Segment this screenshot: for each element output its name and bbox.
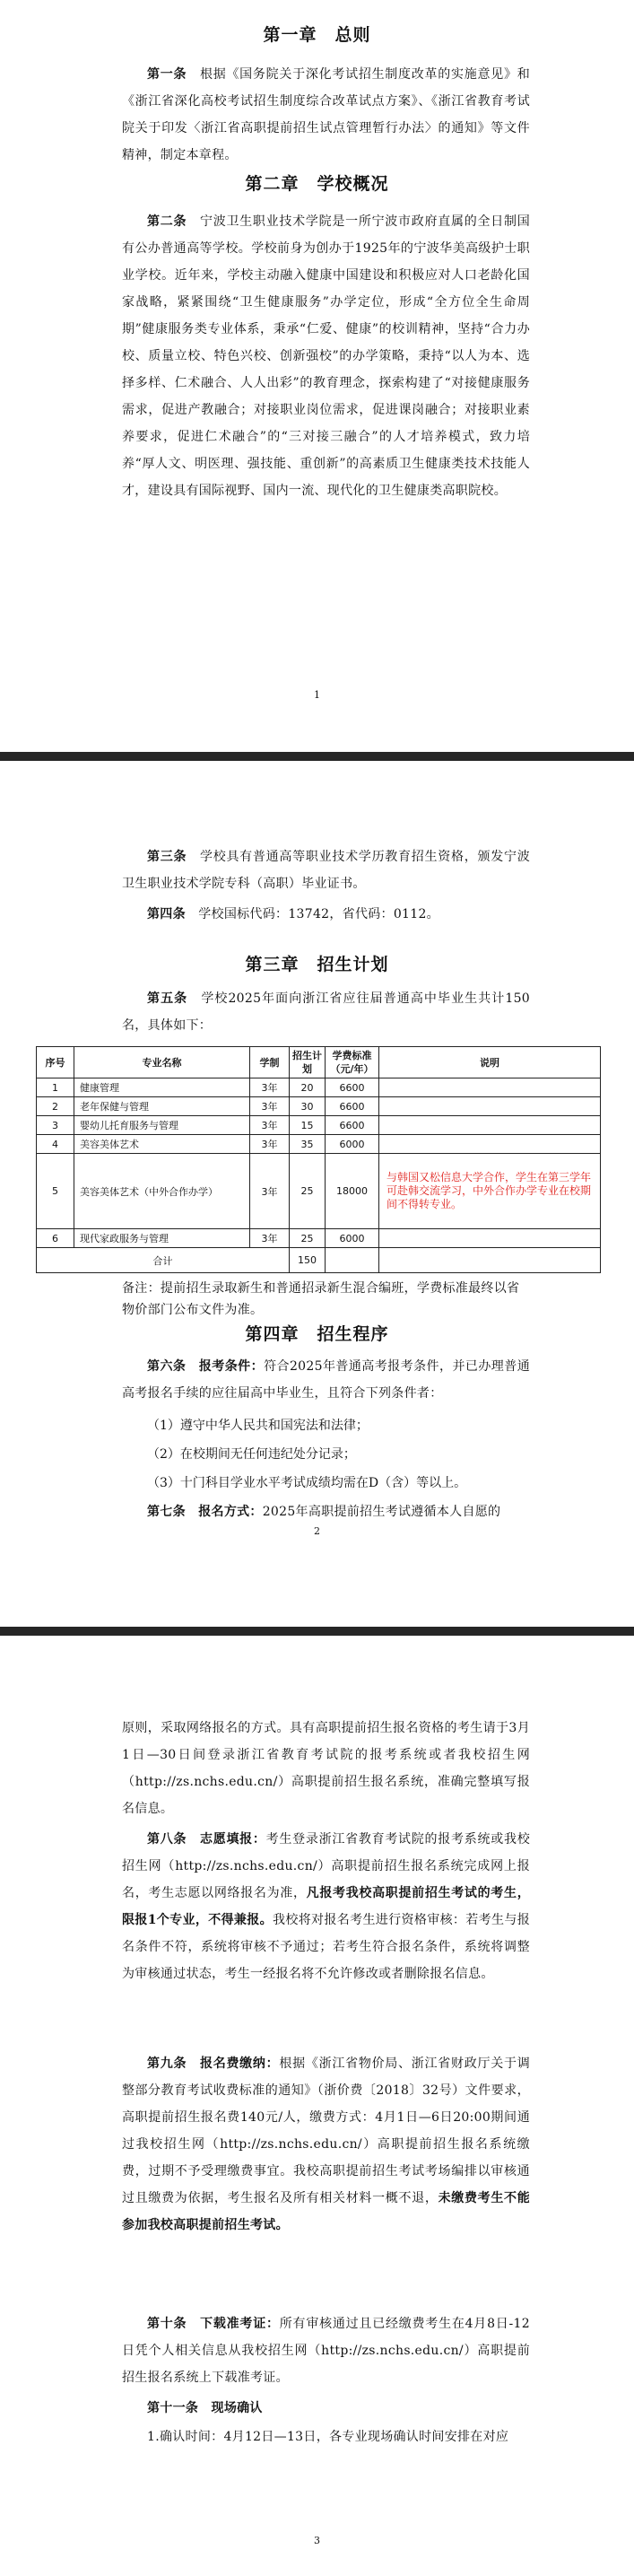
document-page-1 xyxy=(0,0,634,752)
row-major: 健康管理 xyxy=(74,1078,250,1097)
article-1-text: 根据《国务院关于深化考试招生制度改革的实施意见》和《浙江省深化高校考试招生制度综合改革试点方案》、《浙江省教育考试院关于印发〈浙江省高职提前招生试点管理暂行办法〉的通知》等文件精神，制定本章程。 xyxy=(122,67,530,162)
header-fee: 学费标准（元/年） xyxy=(326,1047,379,1078)
row-major: 老年保健与管理 xyxy=(74,1097,250,1116)
article-7-heading: 第七条 xyxy=(147,1505,186,1519)
table-total-row xyxy=(37,1248,601,1273)
row-plan: 25 xyxy=(290,1229,326,1248)
article-3-heading: 第三条 xyxy=(147,850,187,864)
article-9-heading: 第九条 xyxy=(147,2056,187,2071)
row-fee: 6000 xyxy=(326,1229,379,1248)
article-11-item-1: 1.确认时间：4月12日—13日，各专业现场确认时间安排在对应 xyxy=(147,2430,509,2444)
row-years: 3年 xyxy=(250,1097,290,1116)
condition-1: （1）遵守中华人民共和国宪法和法律； xyxy=(147,1419,369,1433)
article-2 xyxy=(122,208,530,504)
row-years: 3年 xyxy=(250,1116,290,1135)
table-row xyxy=(37,1229,601,1248)
chapter-4-title: 第四章 招生程序 xyxy=(245,1324,389,1344)
article-3-text: 学校具有普通高等职业技术学历教育招生资格，颁发宁波卫生职业技术学院专科（高职）毕业证书。 xyxy=(122,850,530,891)
article-5 xyxy=(122,985,530,1039)
row-plan: 30 xyxy=(290,1097,326,1116)
article-9-subheading: 报名费缴纳： xyxy=(199,2056,280,2071)
article-9-bold-text: 未缴费考生不能参加我校高职提前招生考试。 xyxy=(122,2191,530,2232)
article-10-heading: 第十条 xyxy=(147,2317,187,2331)
row-note xyxy=(379,1229,601,1248)
article-7-text: 2025年高职提前招生考试遵循本人自愿的 xyxy=(262,1505,501,1519)
article-7-subheading: 报名方式： xyxy=(198,1505,263,1519)
row-note xyxy=(379,1135,601,1154)
table-row xyxy=(37,1154,601,1229)
row-fee: 6000 xyxy=(326,1135,379,1154)
article-5-heading: 第五条 xyxy=(147,991,188,1006)
article-3 xyxy=(122,843,530,897)
chapter-3-title: 第三章 招生计划 xyxy=(245,955,389,974)
row-years: 3年 xyxy=(250,1154,290,1229)
table-header-row xyxy=(37,1047,601,1078)
table-row xyxy=(37,1116,601,1135)
article-8-text-b: 我校将对报名考生进行资格审核：若考生与报名条件不符，系统将审核不予通过；若考生符合报名条件，系统将调整为审核通过状态，考生一经报名将不允许修改或者删除报名信息。 xyxy=(122,1913,530,1981)
enrollment-plan-table xyxy=(36,1046,601,1273)
article-6-heading: 第六条 xyxy=(147,1359,187,1374)
row-plan: 15 xyxy=(290,1116,326,1135)
page-separator xyxy=(0,1627,634,1636)
row-plan: 25 xyxy=(290,1154,326,1229)
table-row xyxy=(37,1078,601,1097)
header-note: 说明 xyxy=(379,1047,601,1078)
total-value: 150 xyxy=(290,1248,326,1273)
row-no: 5 xyxy=(37,1154,74,1229)
article-2-heading: 第二条 xyxy=(147,214,187,229)
row-note xyxy=(379,1078,601,1097)
article-7 xyxy=(122,1498,530,1525)
page-number-3: 3 xyxy=(314,2535,320,2546)
header-major: 专业名称 xyxy=(74,1047,250,1078)
row-no: 3 xyxy=(37,1116,74,1135)
article-9 xyxy=(122,2050,530,2239)
row-major: 现代家政服务与管理 xyxy=(74,1229,250,1248)
article-6 xyxy=(122,1353,530,1407)
row-no: 4 xyxy=(37,1135,74,1154)
document-page-3 xyxy=(0,1636,634,2576)
document-page-2 xyxy=(0,761,634,1627)
row-major: 婴幼儿托育服务与管理 xyxy=(74,1116,250,1135)
row-years: 3年 xyxy=(250,1229,290,1248)
header-no: 序号 xyxy=(37,1047,74,1078)
header-plan: 招生计划 xyxy=(290,1047,326,1078)
row-fee: 6600 xyxy=(326,1116,379,1135)
total-fee xyxy=(326,1248,379,1273)
article-4-text: 学校国标代码：13742，省代码：0112。 xyxy=(198,907,439,921)
article-6-subheading: 报考条件： xyxy=(198,1359,265,1374)
header-years: 学制 xyxy=(250,1047,290,1078)
article-4 xyxy=(122,901,530,928)
row-fee: 6600 xyxy=(326,1078,379,1097)
page-number-2: 2 xyxy=(314,1525,320,1537)
page-number-1: 1 xyxy=(314,689,320,701)
article-1-heading: 第一条 xyxy=(147,67,187,82)
row-years: 3年 xyxy=(250,1135,290,1154)
total-note xyxy=(379,1248,601,1273)
chapter-2-title: 第二章 学校概况 xyxy=(245,174,389,194)
row-note: 与韩国又松信息大学合作，学生在第三学年可赴韩交流学习，中外合作办学专业在校期间不得转专业。 xyxy=(379,1154,601,1229)
article-9-text-a: 根据《浙江省物价局、浙江省财政厅关于调整部分教育考试收费标准的通知》（浙价费〔2018〕32号）文件要求，高职提前招生报名费140元/人，缴费方式：4月1日—6日20:00期间通过我校招生网（http://zs.nchs.edu.cn/）高职提前招生报名系统缴费，过期不予受理缴费事宜。我校高职提前招生考试考场编排以审核通过且缴费为依据，考生报名及所有相关材料一概不退， xyxy=(122,2056,530,2205)
table-footnote: 备注：提前招生录取新生和普通招录新生混合编班，学费标准最终以省物价部门公布文件为准。 xyxy=(122,1281,520,1317)
article-8-bold-text: 凡报考我校高职提前招生考试的考生，限报1个专业，不得兼报。 xyxy=(122,1886,530,1927)
article-7-continued: 原则，采取网络报名的方式。具有高职提前招生报名资格的考生请于3月1日—30日间登录浙江省教育考试院的报考系统或者我校招生网（http://zs.nchs.edu.cn/）高职提前招生报名系统，准确完整填写报名信息。 xyxy=(122,1721,530,1816)
row-major: 美容美体艺术（中外合作办学） xyxy=(74,1154,250,1229)
condition-3: （3）十门科目学业水平考试成绩均需在D（含）等以上。 xyxy=(147,1476,467,1490)
article-5-text: 学校2025年面向浙江省应往届普通高中毕业生共计150名，具体如下： xyxy=(122,991,530,1033)
article-8 xyxy=(122,1826,530,1987)
row-fee: 18000 xyxy=(326,1154,379,1229)
table-row xyxy=(37,1097,601,1116)
article-4-heading: 第四条 xyxy=(147,907,186,921)
condition-2: （2）在校期间无任何违纪处分记录； xyxy=(147,1447,356,1462)
article-10-text: 所有审核通过且已经缴费考生在4月8日-12日凭个人相关信息从我校招生网（http://zs.nchs.edu.cn/）高职提前招生报名系统上下载准考证。 xyxy=(122,2317,530,2385)
article-1 xyxy=(122,61,530,169)
article-10 xyxy=(122,2310,530,2391)
article-8-subheading: 志愿填报： xyxy=(199,1832,266,1847)
article-11-subheading: 现场确认 xyxy=(211,2401,263,2415)
row-no: 2 xyxy=(37,1097,74,1116)
row-no: 1 xyxy=(37,1078,74,1097)
table-row xyxy=(37,1135,601,1154)
article-10-subheading: 下载准考证： xyxy=(200,2317,280,2331)
chapter-1-title: 第一章 总则 xyxy=(263,25,371,45)
article-11-heading: 第十一条 xyxy=(147,2401,199,2415)
row-fee: 6600 xyxy=(326,1097,379,1116)
article-2-text: 宁波卫生职业技术学院是一所宁波市政府直属的全日制国有公办普通高等学校。学校前身为创办于1925年的宁波华美高级护士职业学校。近年来，学校主动融入健康中国建设和积极应对人口老龄化国家战略，紧紧围绕“卫生健康服务”办学定位，形成“全方位全生命周期”健康服务类专业体系，秉承“仁爱、健康”的校训精神，坚持“合力办校、质量立校、特色兴校、创新强校”的办学策略，秉持“以人为本、选择多样、仁术融合、人人出彩”的教育理念，探索构建了“对接健康服务需求，促进产教融合；对接职业岗位需求，促进课岗融合；对接职业素养要求，促进仁术融合”的“三对接三融合”的人才培养模式，致力培养“厚人文、明医理、强技能、重创新”的高素质卫生健康类技术技能人才，建设具有国际视野、国内一流、现代化的卫生健康类高职院校。 xyxy=(122,214,530,498)
row-plan: 20 xyxy=(290,1078,326,1097)
total-label: 合计 xyxy=(37,1248,290,1273)
row-no: 6 xyxy=(37,1229,74,1248)
article-8-text-a: 考生登录浙江省教育考试院的报考系统或我校招生网（http://zs.nchs.edu.cn/）高职提前招生报名系统完成网上报名，考生志愿以网络报名为准， xyxy=(122,1832,531,1900)
row-plan: 35 xyxy=(290,1135,326,1154)
row-years: 3年 xyxy=(250,1078,290,1097)
article-6-text: 符合2025年普通高考报考条件，并已办理普通高考报名手续的应往届高中毕业生，且符合下列条件者： xyxy=(122,1359,530,1401)
page-separator xyxy=(0,752,634,761)
article-8-heading: 第八条 xyxy=(147,1832,187,1847)
article-11 xyxy=(122,2395,530,2422)
row-note xyxy=(379,1097,601,1116)
row-note xyxy=(379,1116,601,1135)
row-major: 美容美体艺术 xyxy=(74,1135,250,1154)
